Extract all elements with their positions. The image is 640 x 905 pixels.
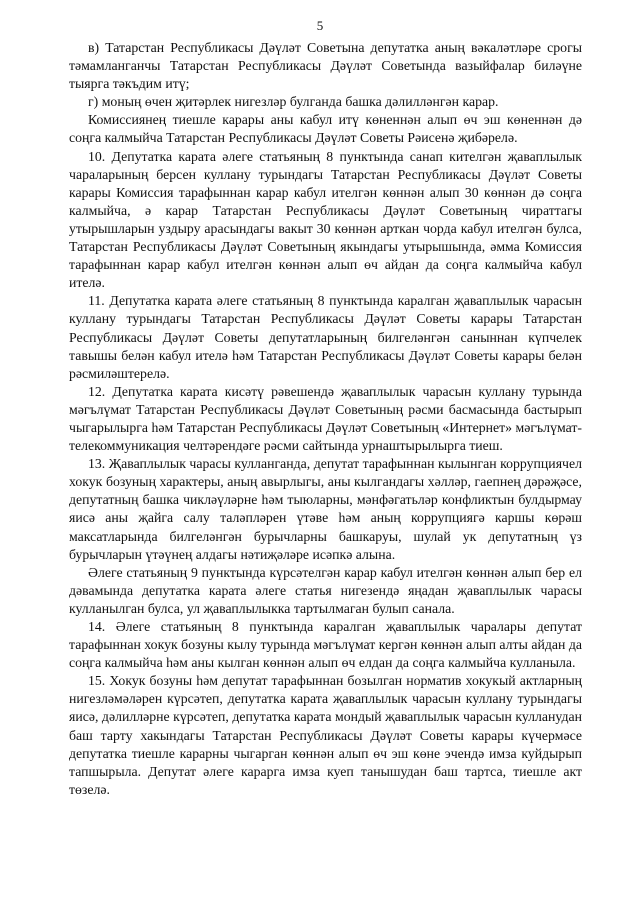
paragraph-10: 10. Депутатка карата әлеге статьяның 8 пунктында санап кителгән җаваплылык чараларының берсен куллану турындагы Татарстан Республикасы Дәүләт Советы карары Комиссия тарафыннан карар кабул ителгән көннән алып 30 көннән дә соңга калмыйча, ә карар Татарстан Республикасы Дәүләт Советының чираттагы утырышларын уздыру арасындагы вакыт 30 көннән арткан чорда кабул ителгән булса, Татарстан Республикасы Дәүләт Советының якындагы утырышында, әмма Комиссия тарафыннан карар кабул ителгән көннән алып өч айдан да соңга калмыйча кабул ителә.: [69, 148, 582, 291]
document-body: [69, 39, 582, 799]
paragraph-v: в) Татарстан Республикасы Дәүләт Советына депутатка аның вәкаләтләре срогы тәмамланганчы Татарстан Республикасы Дәүләт Советында вазыйфалар биләүне тыярга тәкъдим итү;: [69, 40, 582, 92]
paragraph-12: 12. Депутатка карата кисәтү рәвешендә җаваплылык чарасын куллану турында мәгълүмат Татарстан Республикасы Дәүләт Советының рәсми басмасында бастырып чыгарылырга һәм Татарстан Республикасы Дәүләт Советының «Интернет» мәгълүмат-телекоммуникация челтәрендәге рәсми сайтында урнаштырылырга тиеш.: [69, 383, 582, 454]
paragraph-commission-decision: Комиссиянең тиешле карары аны кабул итү көненнән алып өч эш көненнән дә соңга калмыйча Татарстан Республикасы Дәүләт Советы Рәисенә җибәрелә.: [69, 112, 582, 146]
paragraph-14: 14. Әлеге статьяның 8 пунктында каралган җаваплылык чаралары депутат тарафыннан хокук бозуны кылу турында мәгълүмат кергән көннән алып алты айдан да соңга калмыйча һәм аны кылган көннән алып өч елдан да соңга калмыйча кулланыла.: [69, 619, 582, 671]
paragraph-g: г) моның өчен җитәрлек нигезләр булганда башка дәлилләнгән карар.: [88, 94, 499, 110]
paragraph-11: 11. Депутатка карата әлеге статьяның 8 пунктында каралган җаваплылык чарасын куллану турындагы Татарстан Республикасы Дәүләт Советы карары Татарстан Республикасы Дәүләт Советы депутатларының билгеләнгән саныннан күпчелек тавышы белән кабул ителә һәм Татарстан Республикасы Дәүләт Советы карары белән рәсмиләштерелә.: [69, 293, 582, 381]
paragraph-13: 13. Җаваплылык чарасы кулланганда, депутат тарафыннан кылынган коррупциячел хокук бозуның характеры, аның авырлыгы, аны кылгандагы хәлләр, гаепнең дәрәҗәсе, депутатның башка чикләүләрне һәм тыюларны, мәнфәгатьләр конфликтын булдырмау яисә аны җайга салу таләпләрен үтәве һәм аның коррупциягә каршы көрәш максатларында билгеләнгән бурычларны башкаруы, шулай ук депутатның үз бурычларын үтәүнең алдагы нәтиҗәләре исәпкә алына.: [69, 456, 582, 562]
paragraph-15: 15. Хокук бозуны һәм депутат тарафыннан бозылган норматив хокукый актларның нигезләмәләрен күрсәтеп, депутатка карата җаваплылык чарасын куллану турындагы яисә, дәлилләрне күрсәтеп, депутатка карата мондый җаваплылык чарасын кулланудан баш тарту хакындагы Татарстан Республикасы Дәүләт Советы карары күчермәсе депутатка тиешле карарны чыгарган көннән алып өч эш көне эчендә имза куйдырып тапшырыла. Депутат әлеге карарга имза куеп танышудан баш тартса, тиешле акт төзелә.: [69, 673, 582, 797]
page-number: 5: [316, 18, 324, 33]
paragraph-13-continued: Әлеге статьяның 9 пунктында күрсәтелгән карар кабул ителгән көннән алып бер ел дәвамында депутатка карата әлеге статья нигезендә яңадан җаваплылык чарасы кулланылган булса, ул җаваплылыкка тартылмаган булып санала.: [69, 564, 582, 616]
